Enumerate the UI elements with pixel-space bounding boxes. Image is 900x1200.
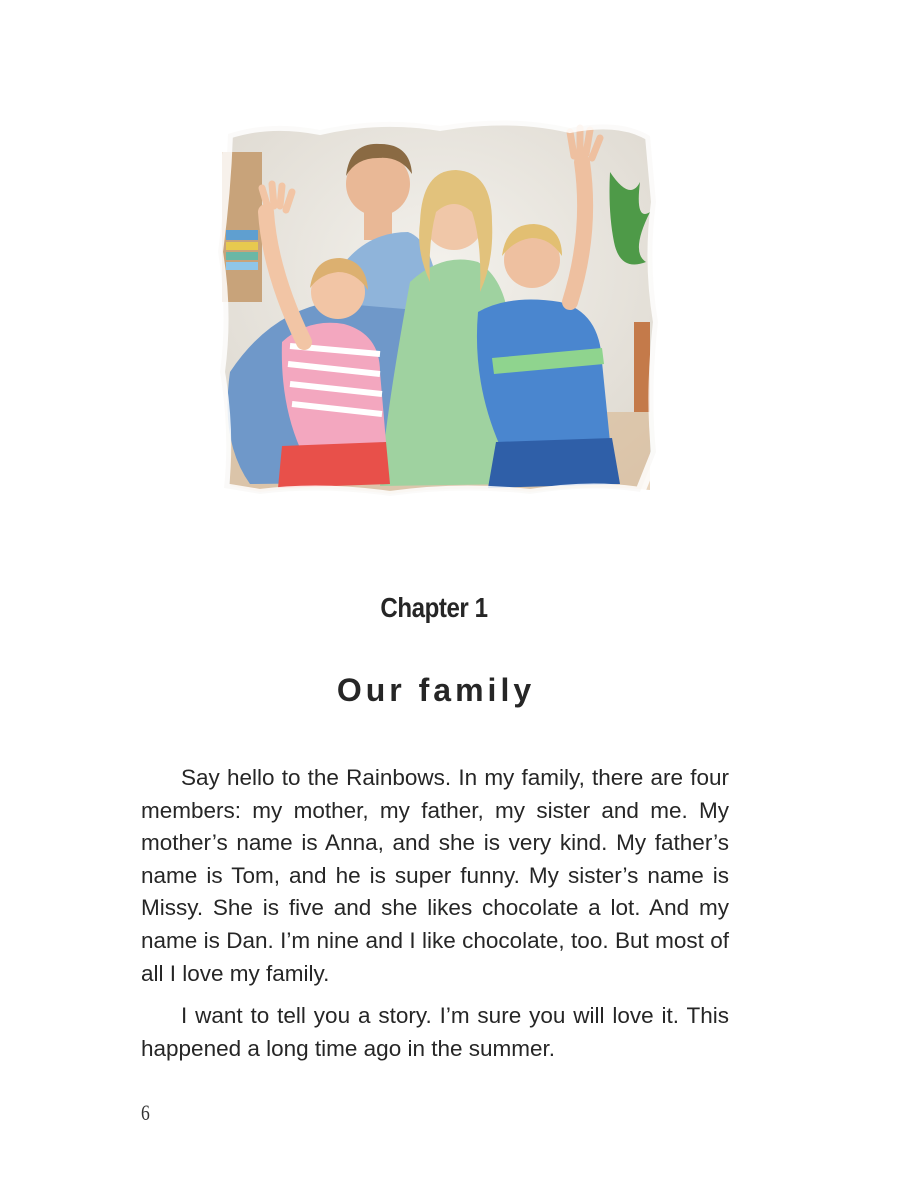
chapter-label: Chapter 1: [380, 592, 488, 623]
chapter-title: Our family: [336, 672, 536, 708]
paragraph: Say hello to the Rainbows. In my family, there are four members: my mother, my father, my sister and me. My mother’s name is Anna, and she is very kind. My father’s name is Tom, and he is super funny. My sister’s name is Missy. She is five and she likes chocolate a lot. And my name is Dan. I’m nine and I like chocolate, too. But most of all I love my family.: [141, 765, 729, 986]
family-illustration: [210, 112, 662, 500]
page-number: 6: [141, 1100, 150, 1125]
story-text: [141, 762, 729, 1075]
paragraph: I want to tell you a story. I’m sure you will love it. This happened a long time ago in the summer.: [141, 1003, 729, 1061]
